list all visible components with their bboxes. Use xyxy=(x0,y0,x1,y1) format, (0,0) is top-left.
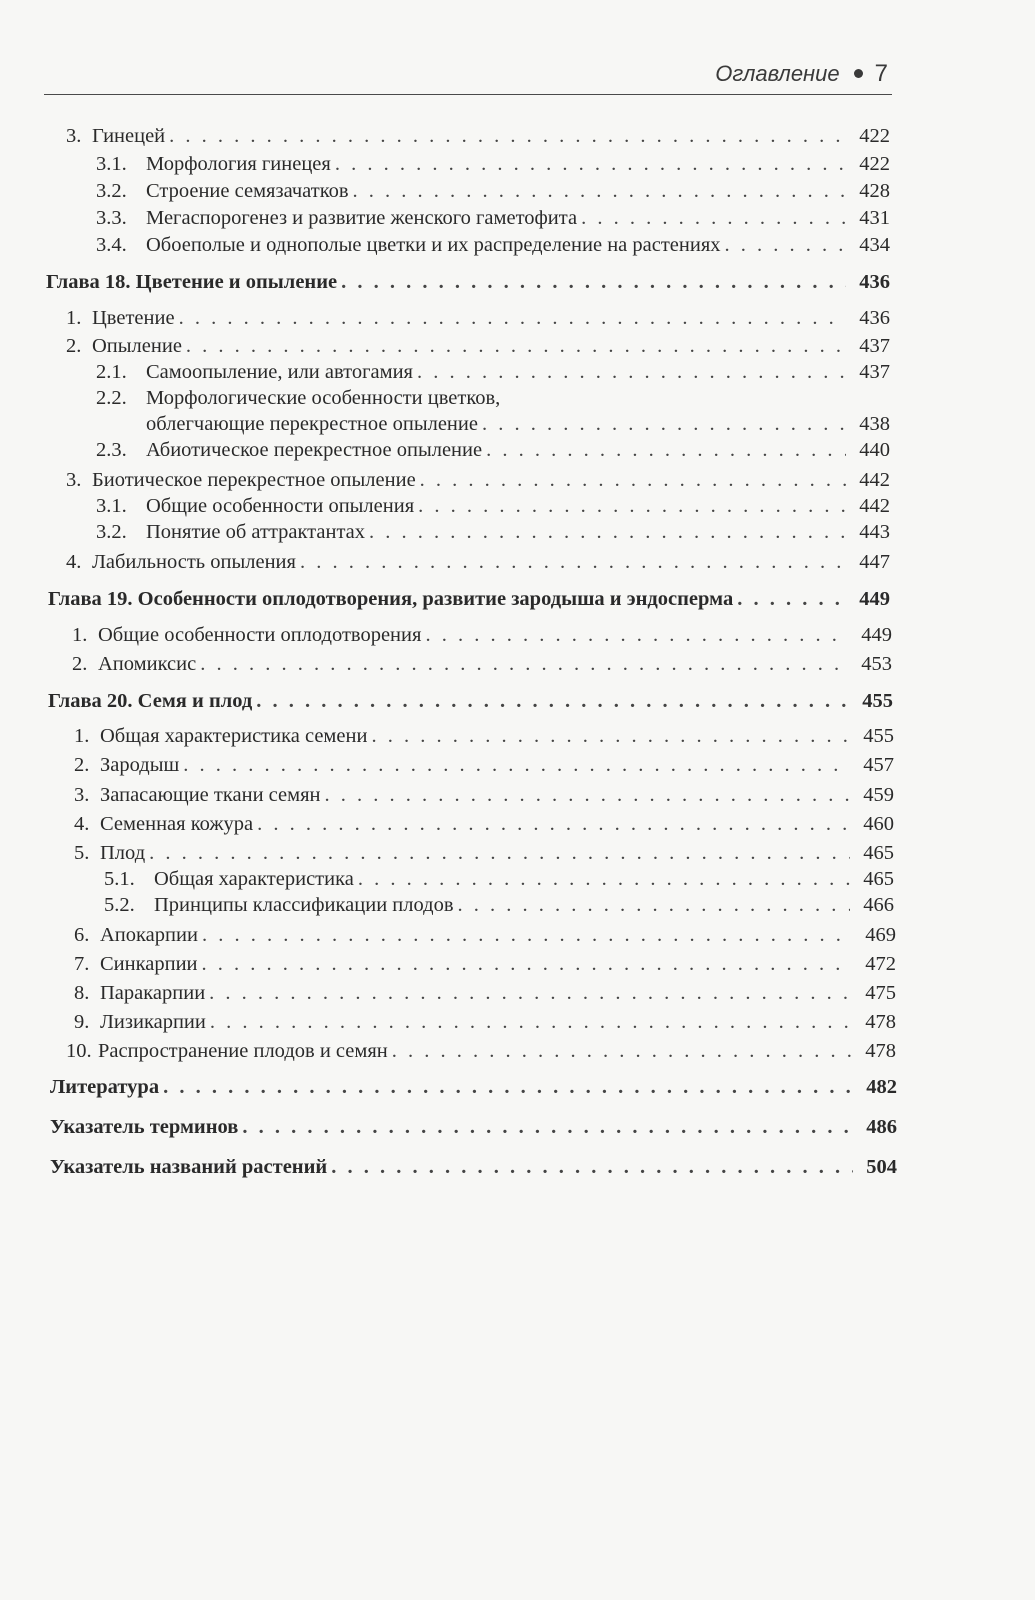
dot-leader xyxy=(331,1155,853,1179)
entry-page: 447 xyxy=(859,551,890,573)
chapter-title: Указатель терминов xyxy=(50,1116,239,1138)
toc-chapter xyxy=(50,1151,897,1179)
entry-title: Морфологические особенности цветков, xyxy=(146,387,501,409)
entry-title: Строение семязачатков xyxy=(146,180,349,202)
entry-title: Лизикарпии xyxy=(100,1011,206,1033)
dot-leader xyxy=(425,623,848,647)
entry-title: Биотическое перекрестное опыление xyxy=(92,469,416,491)
entry-title: Распространение плодов и семян xyxy=(98,1040,388,1062)
toc-entry xyxy=(66,464,890,492)
entry-title: Опыление xyxy=(92,335,182,357)
entry-page: 431 xyxy=(859,207,890,229)
entry-page: 472 xyxy=(865,953,896,975)
dot-leader xyxy=(335,152,846,176)
entry-page: 437 xyxy=(859,361,890,383)
dot-leader xyxy=(202,923,852,947)
entry-number: 8. xyxy=(74,982,90,1004)
toc-entry xyxy=(96,229,890,257)
entry-page: 440 xyxy=(859,439,890,461)
entry-title: Запасающие ткани семян xyxy=(100,784,321,806)
dot-leader xyxy=(417,360,846,384)
toc-entry xyxy=(66,302,890,330)
entry-number: 9. xyxy=(74,1011,90,1033)
dot-leader xyxy=(183,753,850,777)
entry-number: 2.3. xyxy=(96,439,127,461)
entry-page: 469 xyxy=(865,924,896,946)
entry-title: Семенная кожура xyxy=(100,813,254,835)
entry-page: 457 xyxy=(863,754,894,776)
entry-title: Общие особенности оплодотворения xyxy=(98,624,422,646)
entry-page: 459 xyxy=(863,784,894,806)
toc-entry xyxy=(74,720,894,748)
running-title: Оглавление xyxy=(715,61,840,86)
dot-leader xyxy=(482,412,846,436)
dot-leader xyxy=(353,179,846,203)
dot-leader xyxy=(418,494,846,518)
entry-number: 3.2. xyxy=(96,521,127,543)
toc-entry xyxy=(66,120,890,148)
entry-number: 3. xyxy=(66,469,82,491)
entry-page: 453 xyxy=(861,653,892,675)
entry-number: 1. xyxy=(66,307,82,329)
toc-entry xyxy=(74,948,896,976)
toc-chapter xyxy=(50,1071,897,1099)
entry-number: 3. xyxy=(66,125,82,147)
dot-leader xyxy=(392,1039,852,1063)
toc-entry xyxy=(74,919,896,947)
toc-entry xyxy=(74,1006,896,1034)
dot-leader xyxy=(369,520,846,544)
toc-chapter xyxy=(48,583,890,611)
toc-entry xyxy=(96,516,890,544)
chapter-page: 455 xyxy=(862,690,893,712)
entry-page: 478 xyxy=(865,1040,896,1062)
dot-leader xyxy=(242,1115,853,1139)
toc-entry xyxy=(96,148,890,176)
chapter-title: Указатель названий растений xyxy=(50,1156,328,1178)
dot-leader xyxy=(300,550,846,574)
entry-page: 455 xyxy=(863,725,894,747)
entry-number: 3.1. xyxy=(96,495,127,517)
entry-number: 2.1. xyxy=(96,361,127,383)
toc-entry xyxy=(96,490,890,518)
dot-leader xyxy=(209,981,852,1005)
entry-number: 3.4. xyxy=(96,234,127,256)
toc-entry xyxy=(96,356,890,384)
entry-page: 478 xyxy=(865,1011,896,1033)
toc-entry xyxy=(104,863,894,891)
chapter-page: 482 xyxy=(866,1076,897,1098)
entry-title: Общая характеристика семени xyxy=(100,725,368,747)
entry-page: 438 xyxy=(859,413,890,435)
entry-title: Зародыш xyxy=(100,754,180,776)
entry-page: 422 xyxy=(859,153,890,175)
entry-number: 2. xyxy=(74,754,90,776)
entry-title: Абиотическое перекрестное опыление xyxy=(146,439,483,461)
dot-leader xyxy=(581,206,846,230)
dot-leader xyxy=(725,233,846,257)
toc-entry xyxy=(96,382,890,410)
toc-entry xyxy=(66,330,890,358)
entry-title: Паракарпии xyxy=(100,982,206,1004)
toc-entry xyxy=(72,648,892,676)
entry-title: Цветение xyxy=(92,307,175,329)
chapter-page: 436 xyxy=(859,271,890,293)
chapter-page: 486 xyxy=(866,1116,897,1138)
entry-page: 449 xyxy=(861,624,892,646)
entry-page: 422 xyxy=(859,125,890,147)
entry-number: 6. xyxy=(74,924,90,946)
entry-number: 2. xyxy=(66,335,82,357)
entry-title: Понятие об аттрактантах xyxy=(146,521,366,543)
entry-number: 4. xyxy=(66,551,82,573)
dot-leader xyxy=(200,652,848,676)
entry-number: 3.1. xyxy=(96,153,127,175)
dot-leader xyxy=(163,1075,853,1099)
dot-leader xyxy=(358,867,850,891)
entry-page: 436 xyxy=(859,307,890,329)
entry-page: 434 xyxy=(859,234,890,256)
entry-number: 2. xyxy=(72,653,88,675)
entry-title: Морфология гинецея xyxy=(146,153,331,175)
dot-leader xyxy=(149,841,850,865)
entry-title: Общая характеристика xyxy=(154,868,354,890)
dot-leader xyxy=(737,587,846,611)
toc-entry-continuation xyxy=(146,408,890,436)
chapter-title: Литература xyxy=(50,1076,160,1098)
chapter-page: 504 xyxy=(866,1156,897,1178)
chapter-page: 449 xyxy=(859,588,890,610)
entry-number: 3. xyxy=(74,784,90,806)
entry-title: Лабильность опыления xyxy=(92,551,296,573)
toc-entry xyxy=(96,434,890,462)
toc-chapter xyxy=(48,685,893,713)
dot-leader xyxy=(257,812,850,836)
toc-entry xyxy=(96,202,890,230)
toc-entry xyxy=(72,619,892,647)
dot-leader xyxy=(458,893,850,917)
entry-title-line2: облегчающие перекрестное опыление xyxy=(146,413,478,435)
entry-title: Апокарпии xyxy=(100,924,198,946)
dot-leader xyxy=(186,334,846,358)
entry-title: Мегаспорогенез и развитие женского гаметофита xyxy=(146,207,578,229)
entry-page: 460 xyxy=(863,813,894,835)
entry-number: 3.2. xyxy=(96,180,127,202)
page-number: 7 xyxy=(874,60,888,87)
entry-page: 466 xyxy=(863,894,894,916)
dot-leader xyxy=(179,306,846,330)
entry-number: 1. xyxy=(72,624,88,646)
dot-leader xyxy=(341,270,846,294)
toc-entry xyxy=(96,175,890,203)
entry-page: 443 xyxy=(859,521,890,543)
entry-title: Самоопыление, или автогамия xyxy=(146,361,413,383)
dot-leader xyxy=(210,1010,852,1034)
toc-entry xyxy=(74,779,894,807)
toc-chapter xyxy=(50,1111,897,1139)
entry-page: 442 xyxy=(859,469,890,491)
entry-page: 428 xyxy=(859,180,890,202)
entry-number: 10. xyxy=(66,1040,92,1062)
entry-number: 1. xyxy=(74,725,90,747)
toc-entry xyxy=(66,546,890,574)
chapter-title: Глава 19. Особенности оплодотворения, развитие зародыша и эндосперма xyxy=(48,588,734,610)
entry-number: 3.3. xyxy=(96,207,127,229)
entry-page: 465 xyxy=(863,842,894,864)
entry-number: 5. xyxy=(74,842,90,864)
entry-page: 475 xyxy=(865,982,896,1004)
dot-leader xyxy=(371,724,850,748)
entry-title: Апомиксис xyxy=(98,653,197,675)
toc-entry xyxy=(104,889,894,917)
chapter-title: Глава 20. Семя и плод xyxy=(48,690,253,712)
entry-number: 7. xyxy=(74,953,90,975)
toc-entry xyxy=(74,977,896,1005)
dot-leader xyxy=(202,952,852,976)
dot-leader xyxy=(256,689,849,713)
toc-entry xyxy=(74,749,894,777)
toc-entry xyxy=(74,808,894,836)
chapter-title: Глава 18. Цветение и опыление xyxy=(46,271,338,293)
dot-leader xyxy=(325,783,850,807)
entry-page: 465 xyxy=(863,868,894,890)
entry-number: 2.2. xyxy=(96,387,127,409)
entry-page: 437 xyxy=(859,335,890,357)
entry-title: Гинецей xyxy=(92,125,166,147)
entry-page: 442 xyxy=(859,495,890,517)
entry-title: Принципы классификации плодов xyxy=(154,894,454,916)
dot-leader xyxy=(169,124,846,148)
entry-title: Обоеполые и однополые цветки и их распределение на растениях xyxy=(146,234,721,256)
toc-chapter xyxy=(46,266,890,294)
toc-entry xyxy=(74,837,894,865)
entry-title: Общие особенности опыления xyxy=(146,495,415,517)
toc-entry xyxy=(66,1035,896,1063)
entry-number: 5.2. xyxy=(104,894,135,916)
dot-leader xyxy=(420,468,846,492)
entry-number: 4. xyxy=(74,813,90,835)
entry-number: 5.1. xyxy=(104,868,135,890)
entry-title: Синкарпии xyxy=(100,953,198,975)
dot-leader xyxy=(486,438,846,462)
entry-title: Плод xyxy=(100,842,146,864)
